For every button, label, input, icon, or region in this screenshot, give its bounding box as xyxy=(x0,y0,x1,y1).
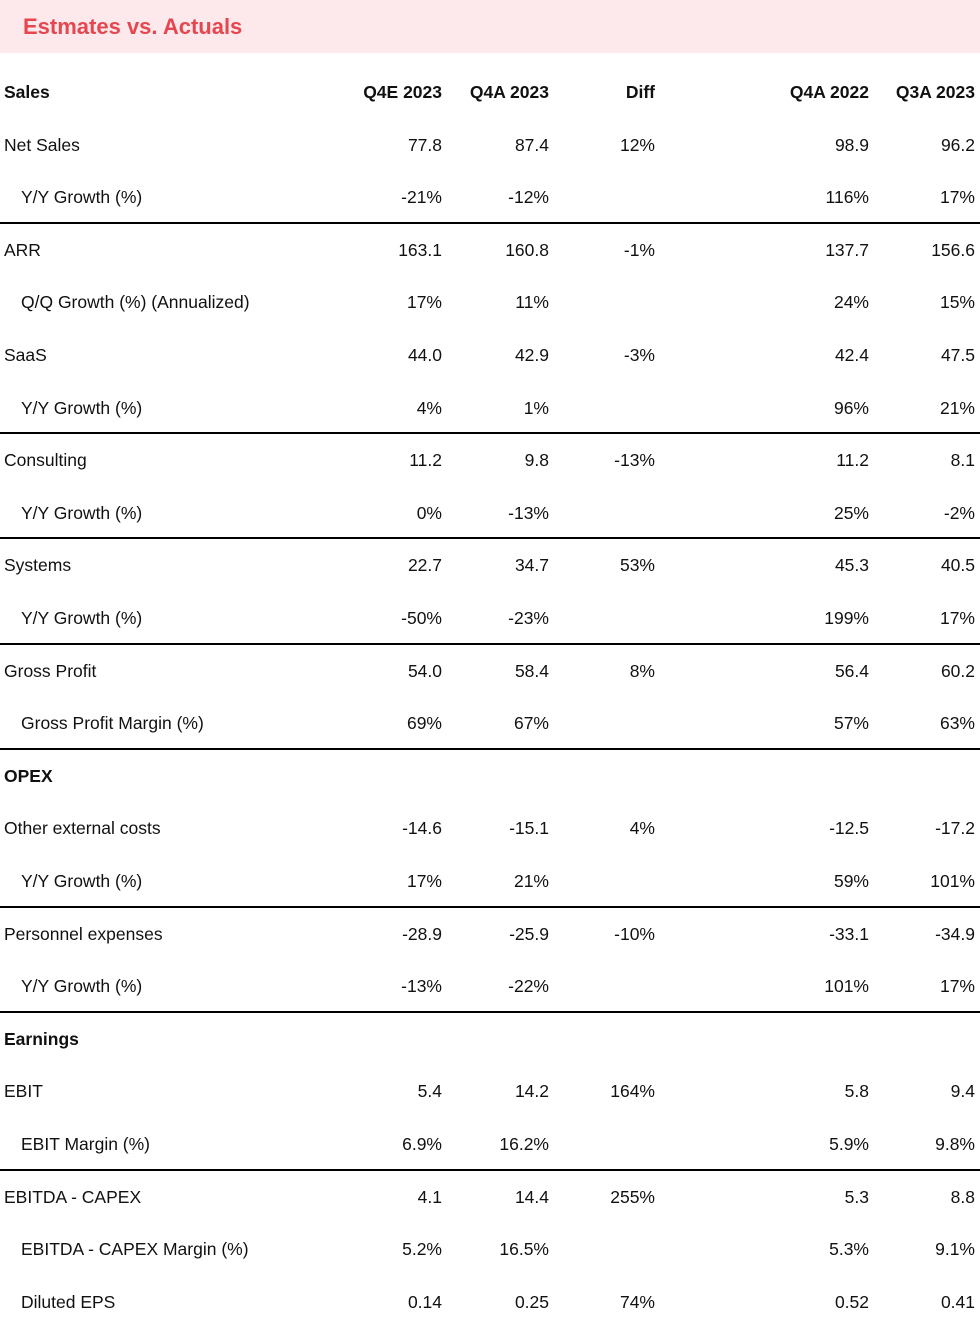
cell-q3a-2023: 96.2 xyxy=(940,134,975,155)
table-row-saas-growth xyxy=(0,382,980,435)
column-header-q4a-2023: Q4A 2023 xyxy=(469,82,549,102)
table-row-personnel-expenses xyxy=(0,908,980,961)
cell-q4a-2023: -25.9 xyxy=(509,923,549,944)
cell-q4a-2022: -33.1 xyxy=(829,923,869,944)
cell-q3a-2023: 9.8% xyxy=(935,1134,975,1154)
cell-q4a-2023: 16.5% xyxy=(499,1239,549,1260)
cell-q4a-2023: 11% xyxy=(515,292,549,313)
row-label: ARR xyxy=(4,239,41,260)
section-header-opex xyxy=(0,750,980,803)
cell-q4e-2023: -21% xyxy=(401,187,442,208)
row-label: EBIT xyxy=(4,1081,43,1102)
cell-q3a-2023: -2% xyxy=(943,502,975,523)
cell-q4e-2023: 17% xyxy=(406,871,442,891)
cell-q4a-2022: 57% xyxy=(833,713,869,734)
row-label: Y/Y Growth (%) xyxy=(21,871,143,891)
cell-q4a-2023: 67% xyxy=(513,713,549,734)
cell-q4a-2023: 16.2% xyxy=(499,1134,549,1154)
cell-q4a-2022: 24% xyxy=(833,292,869,313)
cell-q4a-2022: 5.9% xyxy=(829,1134,869,1154)
cell-q4a-2023: 34.7 xyxy=(514,555,549,576)
row-label: Other external costs xyxy=(4,818,161,839)
row-label: EBIT Margin (%) xyxy=(21,1134,151,1154)
cell-q4a-2023: 21% xyxy=(513,871,549,891)
table-row-consulting xyxy=(0,434,980,487)
table-row-net-sales xyxy=(0,119,980,172)
cell-diff: 53% xyxy=(619,555,655,576)
cell-q3a-2023: 21% xyxy=(939,397,975,418)
table-row-diluted-eps xyxy=(0,1276,980,1328)
table-row-saas xyxy=(0,329,980,382)
column-header-q3a-2023: Q3A 2023 xyxy=(895,82,975,102)
cell-q4a-2022: 45.3 xyxy=(834,555,869,576)
cell-q4a-2023: 0.25 xyxy=(514,1291,549,1312)
header-label: Sales xyxy=(4,82,50,102)
cell-q4a-2022: 137.7 xyxy=(825,239,869,260)
cell-diff: 164% xyxy=(610,1081,655,1102)
row-label: Y/Y Growth (%) xyxy=(21,397,143,418)
table-row-gross-profit xyxy=(0,645,980,698)
table-header-row xyxy=(0,66,980,119)
row-label: Gross Profit xyxy=(4,660,97,681)
cell-q4a-2023: 42.9 xyxy=(514,345,549,365)
cell-q4a-2022: 5.8 xyxy=(844,1081,869,1102)
cell-q4e-2023: 22.7 xyxy=(407,555,442,576)
cell-q3a-2023: 9.1% xyxy=(935,1239,975,1260)
cell-q4e-2023: 5.4 xyxy=(417,1081,442,1102)
cell-q4a-2022: 98.9 xyxy=(834,134,869,155)
cell-q4a-2023: 14.2 xyxy=(514,1081,549,1102)
table-row-ebitda-capex xyxy=(0,1171,980,1224)
cell-q4e-2023: -28.9 xyxy=(402,923,442,944)
cell-diff: -13% xyxy=(614,450,655,471)
cell-q4e-2023: 0% xyxy=(416,502,442,523)
cell-diff: 8% xyxy=(629,660,655,681)
cell-q4a-2023: -15.1 xyxy=(509,818,549,839)
cell-q3a-2023: 15% xyxy=(939,292,975,313)
cell-q3a-2023: 17% xyxy=(939,608,975,628)
row-label: Y/Y Growth (%) xyxy=(21,976,143,997)
cell-q4a-2022: 42.4 xyxy=(834,345,869,365)
column-header-diff: Diff xyxy=(625,82,655,102)
cell-q3a-2023: 101% xyxy=(930,871,975,891)
cell-q4e-2023: 5.2% xyxy=(402,1239,442,1260)
row-label: Y/Y Growth (%) xyxy=(21,187,143,208)
cell-q4e-2023: -13% xyxy=(401,976,442,997)
cell-q4e-2023: 44.0 xyxy=(407,345,442,365)
cell-q3a-2023: 0.41 xyxy=(940,1291,975,1312)
column-header-q4a-2022: Q4A 2022 xyxy=(789,82,869,102)
cell-q4a-2023: -13% xyxy=(508,502,549,523)
cell-q4e-2023: 11.2 xyxy=(409,450,442,471)
table-row-arr xyxy=(0,224,980,277)
row-label: Consulting xyxy=(4,450,87,471)
cell-q3a-2023: 60.2 xyxy=(940,660,975,681)
row-label: EBITDA - CAPEX xyxy=(4,1186,142,1207)
cell-q4a-2022: 56.4 xyxy=(834,660,869,681)
cell-q4a-2022: 199% xyxy=(824,608,869,628)
cell-q4e-2023: 163.1 xyxy=(398,239,442,260)
table-row-systems-growth xyxy=(0,592,980,645)
table-row-gross-profit-margin xyxy=(0,697,980,750)
cell-q4e-2023: 6.9% xyxy=(402,1134,442,1154)
section-header-earnings xyxy=(0,1013,980,1066)
cell-q4a-2022: 96% xyxy=(833,397,869,418)
cell-q4a-2022: 59% xyxy=(833,871,869,891)
cell-q4e-2023: 77.8 xyxy=(407,134,442,155)
cell-q4a-2022: 101% xyxy=(824,976,869,997)
cell-q4e-2023: 4.1 xyxy=(417,1186,442,1207)
cell-diff: -1% xyxy=(623,239,655,260)
row-label: SaaS xyxy=(4,345,47,365)
cell-diff: 4% xyxy=(629,818,655,839)
column-header-q4e-2023: Q4E 2023 xyxy=(363,82,442,102)
row-label: Personnel expenses xyxy=(4,923,163,944)
cell-q4e-2023: -50% xyxy=(401,608,442,628)
cell-q4a-2023: 58.4 xyxy=(514,660,549,681)
table-row-ebitda-capex-margin xyxy=(0,1223,980,1276)
row-label: Gross Profit Margin (%) xyxy=(21,713,204,734)
cell-q4a-2022: -12.5 xyxy=(829,818,869,839)
cell-q3a-2023: 156.6 xyxy=(931,239,975,260)
title-bar xyxy=(0,0,980,53)
section-label: Earnings xyxy=(4,1028,79,1049)
table-row-personnel-expenses-growth xyxy=(0,960,980,1013)
cell-q4e-2023: 17% xyxy=(406,292,442,313)
table-row-ebit xyxy=(0,1065,980,1118)
cell-diff: -10% xyxy=(614,923,655,944)
cell-q4e-2023: -14.6 xyxy=(402,818,442,839)
table-row-ebit-margin xyxy=(0,1118,980,1171)
cell-q4a-2023: 160.8 xyxy=(505,239,549,260)
row-label: Y/Y Growth (%) xyxy=(21,608,143,628)
cell-q4a-2022: 0.52 xyxy=(834,1291,869,1312)
cell-q4a-2022: 5.3 xyxy=(844,1186,869,1207)
cell-q4a-2022: 11.2 xyxy=(836,450,869,471)
section-label: OPEX xyxy=(4,765,53,786)
cell-q3a-2023: -17.2 xyxy=(935,818,975,839)
cell-q3a-2023: 63% xyxy=(939,713,975,734)
cell-q4a-2022: 116% xyxy=(825,187,869,208)
cell-q4a-2023: 14.4 xyxy=(514,1186,549,1207)
cell-q4a-2022: 25% xyxy=(833,502,869,523)
row-label: Net Sales xyxy=(4,134,80,155)
cell-q4a-2023: 87.4 xyxy=(514,134,549,155)
cell-q3a-2023: 8.8 xyxy=(950,1186,975,1207)
cell-q3a-2023: -34.9 xyxy=(935,923,975,944)
cell-q4a-2022: 5.3% xyxy=(829,1239,869,1260)
cell-q3a-2023: 17% xyxy=(939,187,975,208)
cell-diff: 255% xyxy=(610,1186,655,1207)
cell-q3a-2023: 47.5 xyxy=(940,345,975,365)
cell-q3a-2023: 40.5 xyxy=(940,555,975,576)
cell-q4a-2023: -23% xyxy=(508,608,549,628)
cell-q4a-2023: -22% xyxy=(508,976,549,997)
row-label: Q/Q Growth (%) (Annualized) xyxy=(21,292,250,313)
cell-q3a-2023: 17% xyxy=(939,976,975,997)
row-label: Y/Y Growth (%) xyxy=(21,502,143,523)
cell-q3a-2023: 8.1 xyxy=(950,450,975,471)
table-row-arr-growth xyxy=(0,276,980,329)
table-row-consulting-growth xyxy=(0,487,980,540)
table-row-other-external-costs-growth xyxy=(0,855,980,908)
row-label: Diluted EPS xyxy=(21,1291,116,1312)
cell-q4a-2023: 1% xyxy=(523,397,549,418)
table-row-systems xyxy=(0,539,980,592)
cell-diff: -3% xyxy=(623,345,655,365)
row-label: Systems xyxy=(4,555,72,576)
table-row-other-external-costs xyxy=(0,802,980,855)
cell-q4e-2023: 0.14 xyxy=(407,1291,442,1312)
cell-diff: 12% xyxy=(619,134,655,155)
cell-q3a-2023: 9.4 xyxy=(950,1081,975,1102)
table-row-net-sales-growth xyxy=(0,171,980,224)
cell-q4e-2023: 54.0 xyxy=(407,660,442,681)
cell-diff: 74% xyxy=(619,1291,655,1312)
page-title: Estmates vs. Actuals xyxy=(23,13,243,39)
cell-q4a-2023: -12% xyxy=(508,187,549,208)
cell-q4a-2023: 9.8 xyxy=(524,450,549,471)
cell-q4e-2023: 4% xyxy=(416,397,442,418)
row-label: EBITDA - CAPEX Margin (%) xyxy=(21,1239,249,1260)
cell-q4e-2023: 69% xyxy=(406,713,442,734)
